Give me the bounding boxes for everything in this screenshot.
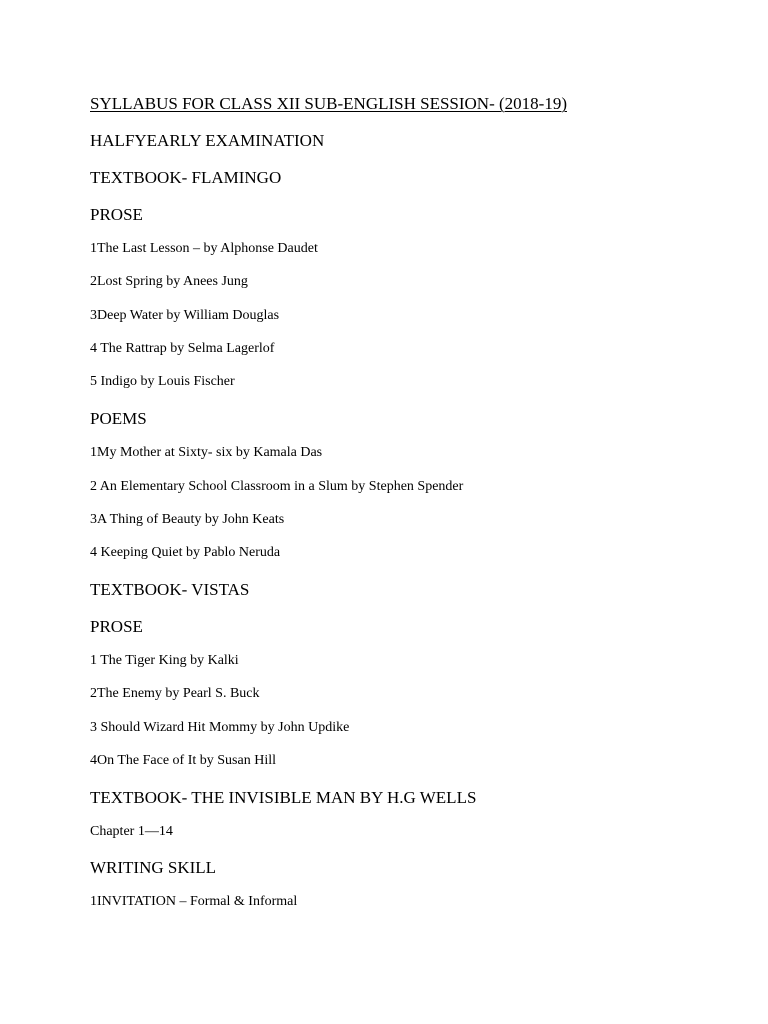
vistas-heading: TEXTBOOK- VISTAS (90, 580, 250, 599)
flamingo-poem-item: 3A Thing of Beauty by John Keats (90, 512, 285, 527)
novel-chapters: Chapter 1—14 (90, 824, 173, 839)
flamingo-prose-item: 3Deep Water by William Douglas (90, 308, 280, 323)
flamingo-prose-heading: PROSE (90, 205, 143, 224)
writing-item: 1INVITATION – Formal & Informal (90, 894, 298, 909)
vistas-prose-item: 3 Should Wizard Hit Mommy by John Updike (90, 720, 350, 735)
document-title: SYLLABUS FOR CLASS XII SUB-ENGLISH SESSION- (2018-19) (90, 94, 567, 113)
vistas-prose-item: 2The Enemy by Pearl S. Buck (90, 686, 260, 701)
vistas-prose-item: 1 The Tiger King by Kalki (90, 653, 239, 668)
writing-heading: WRITING SKILL (90, 858, 217, 877)
flamingo-prose-item: 1The Last Lesson – by Alphonse Daudet (90, 241, 318, 256)
flamingo-prose-item: 2Lost Spring by Anees Jung (90, 274, 248, 289)
flamingo-poems-heading: POEMS (90, 409, 147, 428)
vistas-prose-heading: PROSE (90, 617, 143, 636)
flamingo-prose-item: 5 Indigo by Louis Fischer (90, 374, 235, 389)
flamingo-poem-item: 2 An Elementary School Classroom in a Slum by Stephen Spender (90, 479, 464, 494)
flamingo-poem-item: 1My Mother at Sixty- six by Kamala Das (90, 445, 323, 460)
flamingo-poem-item: 4 Keeping Quiet by Pablo Neruda (90, 545, 281, 560)
novel-heading: TEXTBOOK- THE INVISIBLE MAN BY H.G WELLS (90, 788, 477, 807)
exam-heading: HALFYEARLY EXAMINATION (90, 131, 325, 150)
vistas-prose-item: 4On The Face of It by Susan Hill (90, 753, 276, 768)
flamingo-heading: TEXTBOOK- FLAMINGO (90, 168, 282, 187)
flamingo-prose-item: 4 The Rattrap by Selma Lagerlof (90, 341, 275, 356)
